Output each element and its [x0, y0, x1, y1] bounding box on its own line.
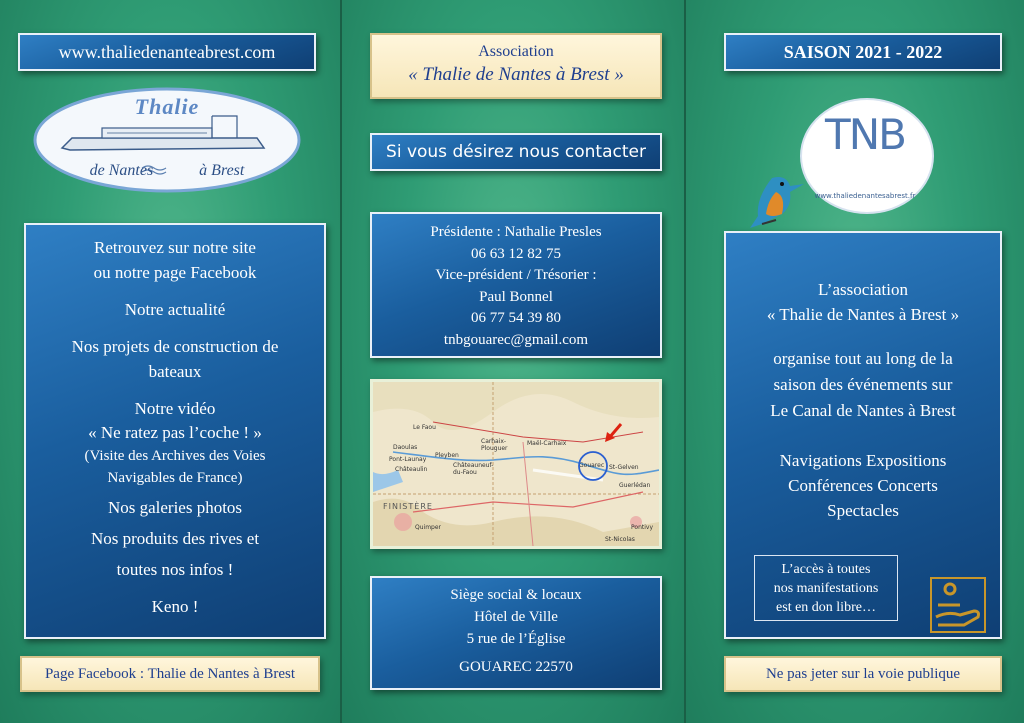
about-line: saison des événements sur: [773, 375, 953, 394]
logo-tagline-right: à Brest: [199, 162, 245, 179]
access-line: L’accès à toutes: [781, 562, 871, 577]
access-box: [754, 555, 898, 621]
about-line: L’association: [817, 280, 909, 299]
feature-line: Keno !: [151, 597, 199, 616]
footer-note: Ne pas jeter sur la voie publique: [765, 666, 961, 682]
map-label: Carhaix-Plouguer: [481, 438, 508, 452]
tnb-logo: [800, 98, 934, 214]
map-label: Gouarec: [579, 462, 605, 469]
features-box: [24, 223, 326, 639]
footer-box: [724, 656, 1002, 692]
map-label: St-Gelven: [609, 464, 639, 471]
map-label: Pleyben: [435, 452, 459, 459]
office-line: Siège social & locaux: [450, 587, 582, 603]
season-title: SAISON 2021 - 2022: [783, 42, 943, 62]
feature-line: Nos projets de construction de: [71, 337, 279, 356]
contact-line: Paul Bonnel: [479, 288, 553, 305]
thalie-logo: [32, 86, 302, 194]
contact-title: Si vous désirez nous contacter: [386, 142, 646, 162]
about-box: [724, 231, 1002, 639]
feature-line: Notre actualité: [124, 300, 226, 319]
donation-hand-icon: [930, 577, 986, 633]
facebook-link[interactable]: Page Facebook : Thalie de Nantes à Brest: [44, 666, 296, 682]
feature-line: Navigables de France): [107, 470, 243, 486]
feature-line: bateaux: [148, 362, 202, 381]
contact-box: [370, 212, 662, 358]
contact-email[interactable]: tnbgouarec@gmail.com: [443, 331, 589, 348]
feature-line: toutes nos infos !: [116, 560, 234, 579]
map-label: Quimper: [415, 524, 442, 531]
map-label: St-Nicolas: [605, 536, 635, 543]
logo-title: Thalie: [134, 94, 200, 119]
map-label: Châteauneuf-du-Faou: [453, 462, 494, 476]
kingfisher-bird-icon: [742, 168, 806, 230]
about-line: organise tout au long de la: [773, 349, 953, 368]
arrow-icon: [601, 422, 625, 446]
association-box: [370, 33, 662, 99]
feature-line: (Visite des Archives des Voies: [84, 448, 266, 464]
feature-line: Nos galeries photos: [107, 498, 243, 517]
contact-line: Vice-président / Trésorier :: [435, 267, 597, 283]
contact-title-box: [370, 133, 662, 171]
feature-line: Retrouvez sur notre site: [94, 238, 256, 257]
about-line: Navigations Expositions: [779, 451, 947, 470]
map-label: Daoulas: [393, 444, 418, 451]
feature-line: Nos produits des rives et: [90, 529, 260, 548]
association-label: Association: [478, 43, 554, 60]
contact-line: Présidente : Nathalie Presles: [430, 224, 602, 240]
about-line: Conférences Concerts: [788, 476, 938, 495]
association-name: « Thalie de Nantes à Brest »: [408, 64, 624, 85]
feature-line: « Ne ratez pas l’coche ! »: [88, 423, 262, 442]
region-map: [370, 379, 662, 549]
map-label: Guerlédan: [619, 482, 651, 489]
office-box: [370, 576, 662, 690]
office-line: Hôtel de Ville: [474, 609, 558, 625]
feature-line: ou notre page Facebook: [93, 263, 257, 282]
website-link[interactable]: www.thaliedenanteabrest.com: [58, 42, 276, 62]
map-label: Pont-Launay: [389, 456, 427, 463]
logo-tagline-left: de Nantes: [89, 162, 154, 179]
contact-phone[interactable]: 06 77 54 39 80: [471, 310, 561, 326]
map-label: Châteaulin: [395, 466, 428, 473]
website-box[interactable]: [18, 33, 316, 71]
access-line: nos manifestations: [773, 581, 879, 596]
feature-line: Notre vidéo: [134, 399, 216, 418]
map-marker-icon: [575, 444, 615, 484]
about-line: « Thalie de Nantes à Brest »: [766, 305, 960, 324]
facebook-box[interactable]: [20, 656, 320, 692]
map-label: Pontivy: [631, 524, 653, 531]
season-box: [724, 33, 1002, 71]
map-label: Maël-Carhaix: [527, 440, 567, 447]
office-line: 5 rue de l’Église: [466, 631, 566, 647]
map-label: FINISTÈRE: [383, 502, 433, 511]
tnb-logo-url: www.thaliedenantesabrest.fr: [814, 192, 916, 200]
about-line: Le Canal de Nantes à Brest: [770, 401, 956, 420]
office-line: GOUAREC 22570: [459, 659, 573, 675]
access-line: est en don libre…: [776, 600, 876, 615]
map-label: Le Faou: [413, 424, 436, 431]
about-line: Spectacles: [827, 501, 899, 520]
contact-phone[interactable]: 06 63 12 82 75: [471, 245, 561, 262]
tnb-logo-letters: TNB: [825, 110, 905, 159]
